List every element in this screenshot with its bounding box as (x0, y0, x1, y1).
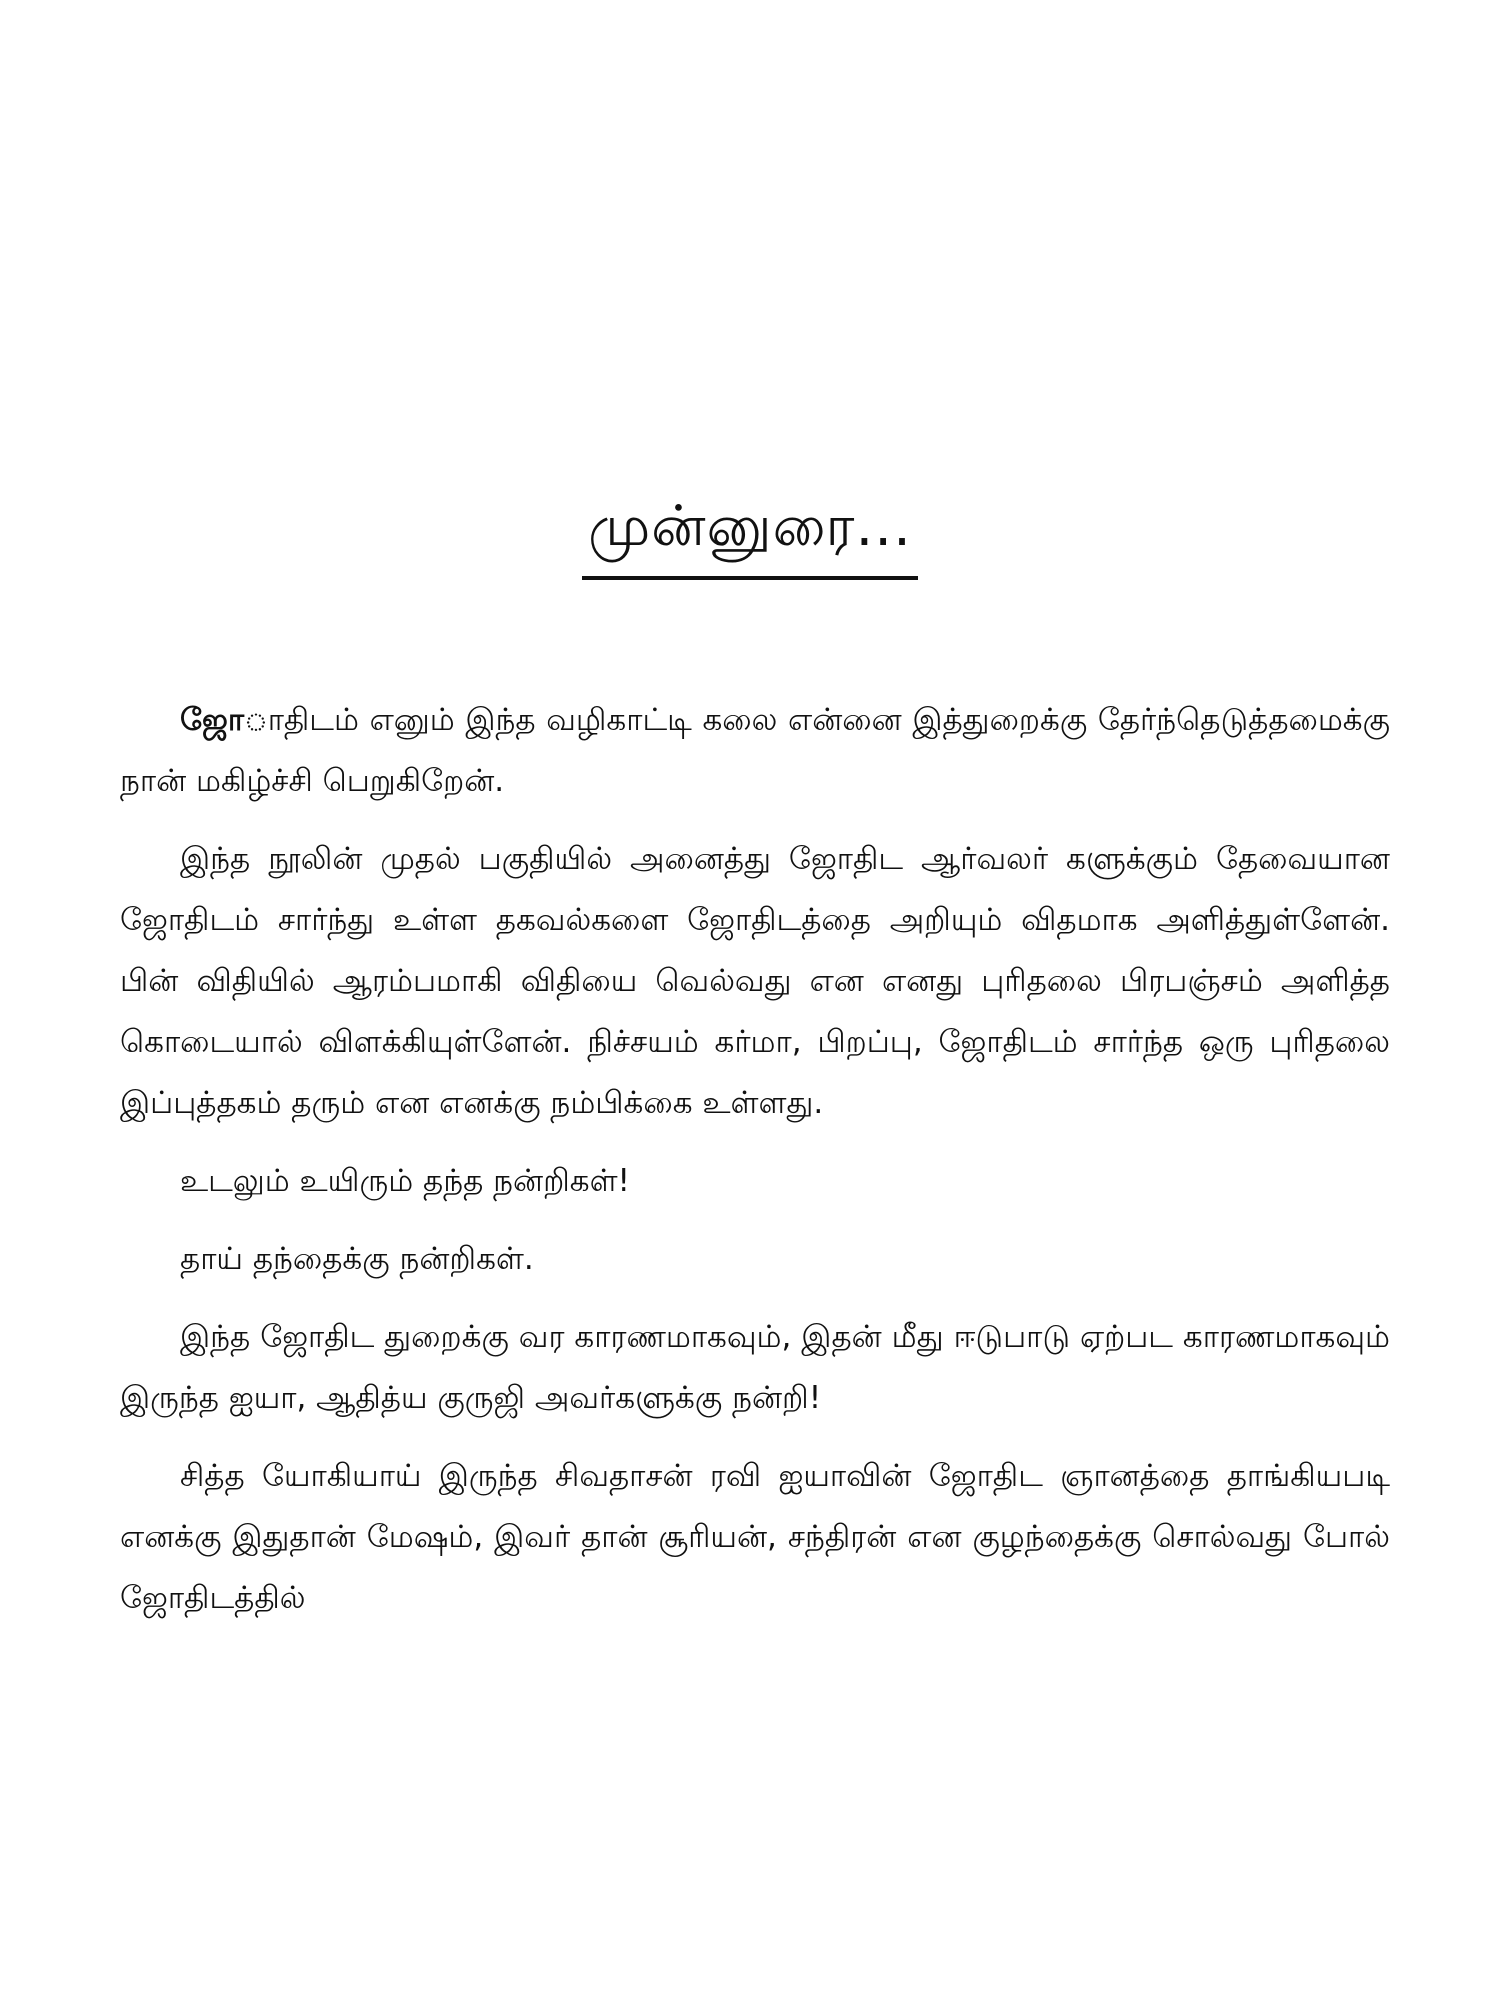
paragraph-4-text: தாய் தந்தைக்கு நன்றிகள். (180, 1241, 534, 1277)
paragraph-2 (120, 829, 1390, 1134)
paragraph-1 (120, 690, 1390, 812)
paragraph-6-text: சித்த யோகியாய் இருந்த சிவதாசன் ரவி ஐயாவின் ஜோதிட ஞானத்தை தாங்கியபடி எனக்கு இதுதான் மேஷம், இவர் தான் சூரியன், சந்திரன் என குழந்தைக்கு சொல்வது போல் ஜோதிடத்தில் (120, 1458, 1390, 1616)
paragraph-5-text: இந்த ஜோதிட துறைக்கு வர காரணமாகவும், இதன் மீது ஈடுபாடு ஏற்பட காரணமாகவும் இருந்த ஐயா, ஆதித்ய குருஜி அவர்களுக்கு நன்றி! (120, 1319, 1390, 1416)
paragraph-2-text: இந்த நூலின் முதல் பகுதியில் அனைத்து ஜோதிட ஆர்வலர் களுக்கும் தேவையான ஜோதிடம் சார்ந்து உள்ள தகவல்களை ஜோதிடத்தை அறியும் விதமாக அளித்துள்ளேன். பின் விதியில் ஆரம்பமாகி விதியை வெல்வது என எனது புரிதலை பிரபஞ்சம் அளித்த கொடையால் விளக்கியுள்ளேன். நிச்சயம் கர்மா, பிறப்பு, ஜோதிடம் சார்ந்த ஒரு புரிதலை இப்புத்தகம் தரும் என எனக்கு நம்பிக்கை உள்ளது. (120, 841, 1390, 1121)
title-block (0, 492, 1500, 580)
paragraph-3 (120, 1151, 1390, 1212)
paragraph-6 (120, 1446, 1390, 1629)
paragraph-1-bold-lead: ஜோ (180, 702, 245, 738)
paragraph-1-text: ாதிடம் எனும் இந்த வழிகாட்டி கலை என்னை இத்துறைக்கு தேர்ந்தெடுத்தமைக்கு நான் மகிழ்ச்சி பெறுகிறேன். (120, 702, 1390, 799)
page-title: முன்னுரை... (582, 492, 918, 580)
preface-body (120, 690, 1390, 1646)
paragraph-4 (120, 1229, 1390, 1290)
paragraph-3-text: உடலும் உயிரும் தந்த நன்றிகள்! (180, 1163, 630, 1199)
paragraph-5 (120, 1307, 1390, 1429)
